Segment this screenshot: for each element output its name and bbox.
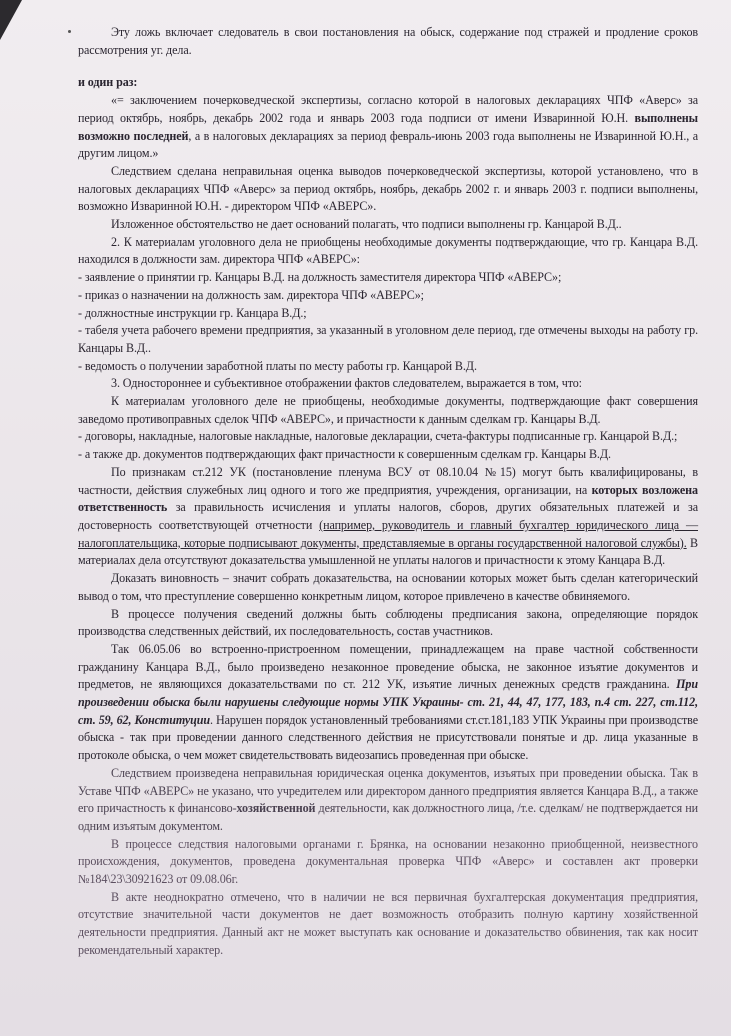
paragraph-search <box>78 641 698 765</box>
list-item: - договоры, накладные, налоговые накладные, налоговые декларации, счета-фактуры подписанные гр. Канцарой В.Д.; <box>78 429 678 444</box>
list-item: - заявление о принятии гр. Канцары В.Д. на должность заместителя директора ЧПФ «АВЕРС»; <box>78 270 562 285</box>
paragraph-legal-assessment <box>78 765 698 836</box>
paragraph-article-212 <box>78 464 698 570</box>
paragraph-law-requirements: В процессе получения сведений должны быть соблюдены предписания закона, определяющие порядок производства следственных действий, их последовательность, состав участников. <box>78 606 698 639</box>
paragraph-act: В акте неоднократно отмечено, что в наличии не вся первичная бухгалтерская документация предприятия, отсутствие значительной части документов не дает возможность отобразить полную картину хозяйственной деятельности предприятия. Данный акт не может выступать как основание и доказательство обвинения, так как носит рекомендательный характер. <box>78 889 698 957</box>
text-segment: за правильность исчисления и уплаты налогов, сборов, других обязательных платежей и за достоверность соответствующей отчетности <box>78 500 698 532</box>
list-item: - ведомость о получении заработной платы по месту работы гр. Канцарой В.Д. <box>78 358 477 373</box>
text-bold-italic: При произведении обыска были нарушены следующие нормы УПК Украины- ст. 21, 44, 47, 177, 183, п.4 ст. 227, ст.112, ст. 59, 62, Конституции <box>78 677 698 727</box>
page-corner-shadow <box>0 0 22 40</box>
text-segment: . Нарушен порядок установленный требованиями ст.ст.181,183 УПК Украины при производстве обыска - так при проведении данного следственного действия не присутствовали понятые и др. лица указанные в протоколе обыска, о чем может свидетельствовать видеозапись проведенная при обыске. <box>78 712 698 763</box>
text-bold: которых возложена ответственность <box>78 482 698 515</box>
paragraph-no-grounds: Изложенное обстоятельство не дает оснований полагать, что подписи выполнены гр. Канцарой В.Д.. <box>111 217 622 232</box>
text-underlined: (например, руководитель и главный бухгалтер юридического лица — налогоплательщика, которые подписывают документы, представляемые в органы государственной налоговой службы). <box>78 517 698 550</box>
text-segment: В материалах дела отсутствуют доказательства умышленной не уплаты налогов и причастности к этому Канцара В.Д. <box>78 535 699 568</box>
heading-one-time: и один раз: <box>78 75 138 90</box>
quote-text-2: , а в налоговых декларациях за период февраль-июнь 2003 года выполнены не Изваринной Ю.Н., а другим лицом.» <box>78 128 698 161</box>
list-item: - а также др. документов подтверждающих факт причастности к совершенным сделкам гр. Канцары В.Д. <box>78 447 611 462</box>
paragraph-missing-documents: К материалам уголовного деле не приобщены, необходимые документы, подтверждающие факт совершения заведомо противоправных сделок ЧПФ «АВЕРС», и причастности к данным сделкам гр. Канцары В.Д. <box>78 394 698 426</box>
paragraph-intro: Эту ложь включает следователь в свои постановления на обыск, содержание под стражей и продление сроков рассмотрения уг. дела. <box>78 25 698 57</box>
list-item: - должностные инструкции гр. Канцара В.Д.; <box>78 305 307 320</box>
quote-text-1: «= заключением почерковедческой экспертизы, согласно которой в налоговых декларациях ЧПФ «Аверс» за период октябрь, ноябрь, декабрь 2002 года и январь 2003 года подписи от имени Изваринной Ю.Н. <box>78 93 698 125</box>
text-segment: Следствием произведена неправильная юридическая оценка документов, изъятых при проведении обыска. Так в Уставе ЧПФ «АВЕРС» не указано, что учредителем или директором данного предприятия является Канцара В.Д., а также его причастность к финансово- <box>78 765 698 816</box>
list-item: - приказ о назначении на должность зам. директора ЧПФ «АВЕРС»; <box>78 287 424 302</box>
document-body <box>78 24 698 960</box>
paragraph-prove-guilt: Доказать виновность – значит собрать доказательства, на основании которых может быть сделан категорический вывод о том, что преступление совершенно конкретным лицом, которое привлечено в качестве обвиняемого. <box>78 571 698 603</box>
quote-bold: выполнены возможно последней <box>78 110 698 143</box>
text-segment: По признакам ст.212 УК (постановление пленума ВСУ от 08.10.04 №15) могут быть квалифицированы, в частности, действия служебных лиц одного и того же предприятия, учреждения, организации, на <box>78 464 698 497</box>
paragraph-point-2: 2. К материалам уголовного дела не приобщены необходимые документы подтверждающие, что гр. Канцара В.Д. находился в должности зам. директора ЧПФ «АВЕРС»: <box>78 234 698 267</box>
text-bold: хозяйственной <box>236 801 316 816</box>
text-segment: Так 06.05.06 во встроенно-пристроенном помещении, принадлежащем на праве частной собственности гражданину Канцара В.Д., было произведено незаконное проведение обыска, не законное изъятие документов и предметов, не являющихся доказательствами по ст. 212 УК, изъятие личных денежных средств гражданина. <box>78 641 698 692</box>
paragraph-point-3: 3. Одностороннее и субъективное отображении фактов следователем, выражается в том, что: <box>111 376 582 391</box>
ink-dot <box>68 30 71 33</box>
paragraph-expertise-assessment: Следствием сделана неправильная оценка выводов почерковедческой экспертизы, которой установлено, что в налоговых декларациях ЧПФ «Аверс» за период октябрь, ноябрь, декабрь 2002 г. и январь 2003 г. подписи выполнены, возможно Изваринной Ю.Н. - директором ЧПФ «АВЕРС». <box>78 163 698 214</box>
paragraph-tax-inspection: В процессе следствия налоговыми органами г. Брянка, на основании незаконно приобщенной, неизвестного происхождения, документов, проведена документальная проверка ЧПФ «Аверс» и составлен акт проверки №184\23\30921623 от 09.08.06г. <box>78 836 698 887</box>
paragraph-quote <box>78 92 698 163</box>
text-segment: деятельности, как должностного лица, /т.е. сделкам/ не подтверждается ни одним изъятым документом. <box>78 801 698 833</box>
list-item: - табеля учета рабочего времени предприятия, за указанный в уголовном деле период, где отмечены выходы на работу гр. Канцары В.Д.. <box>78 323 698 355</box>
